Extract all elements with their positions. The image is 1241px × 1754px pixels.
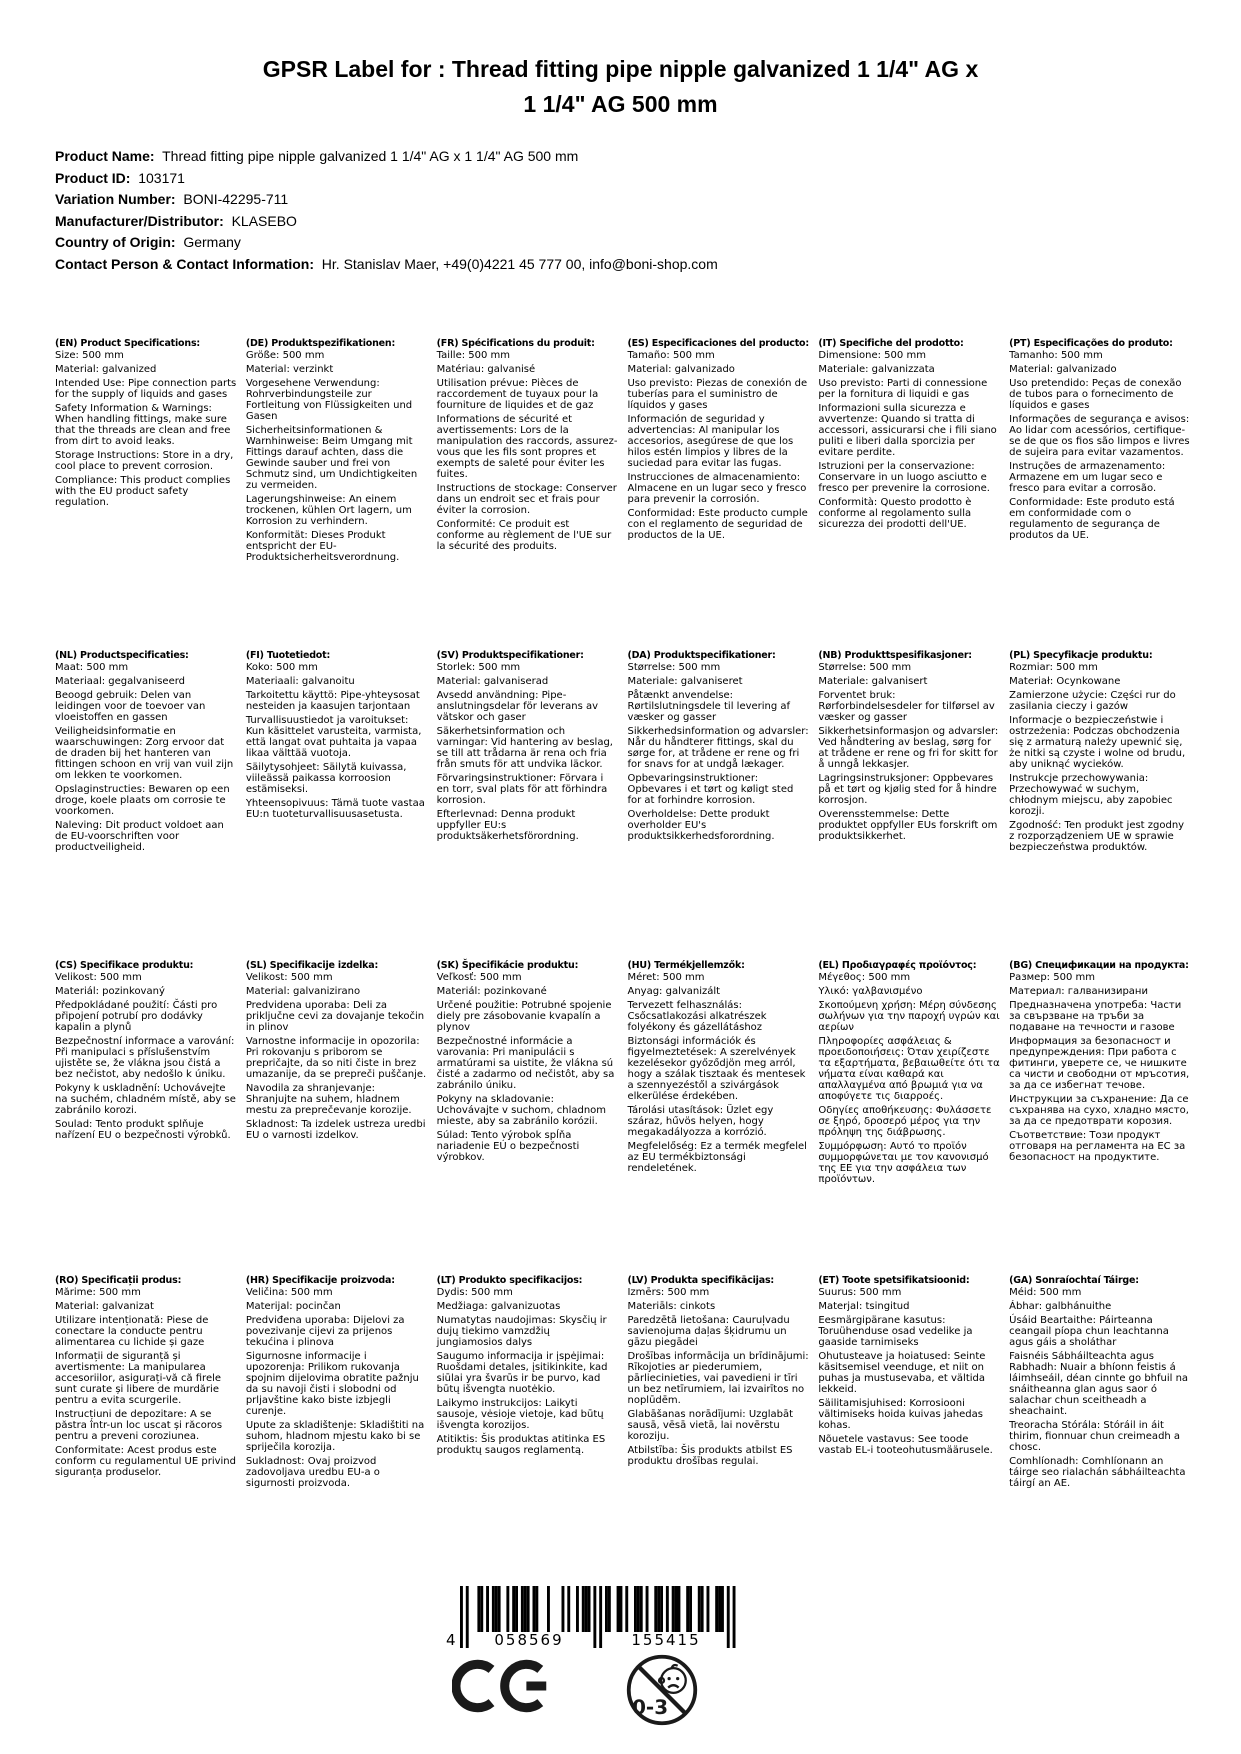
spec-block-header: (SK) Špecifikácie produktu: [436,960,579,971]
spec-block-ga [1009,1275,1191,1492]
spec-block-nl [55,650,237,856]
product-info-row [55,168,1195,190]
age-warning-text: 0-3 [632,1694,669,1719]
spec-line: Velikost: 500 mm [245,972,333,983]
page-title-line-1: GPSR Label for : Thread fitting pipe nipple galvanized 1 1/4" AG x [262,56,979,82]
spec-line: Conformitate: Acest produs este conform cu regulamentul UE privind siguranța produselor. [55,1445,236,1478]
spec-line: Förvaringsinstruktioner: Förvara i en torr, sval plats för att förhindra korrosion. [436,773,608,806]
spec-line: Bezpečnostní informace a varování: Při manipulaci s příslušenstvím ujistěte se, že vlákna jsou čistá a bez nečistot, aby nedošlo k úniku. [55,1036,235,1080]
spec-line: Pokyny na skladovanie: Uchovávajte v suchom, chladnom mieste, aby sa zabránilo korózii. [436,1094,607,1127]
spec-line: Säilitamisjuhised: Korrosiooni vältimiseks hoida kuivas jahedas kohas. [818,1398,983,1431]
product-info-row [55,254,1195,276]
spec-line: Material: galvanizat [55,1301,154,1312]
spec-line: Predviđena uporaba: Dijelovi za povezivanje cijevi za prijenos tekućina i plinova [245,1315,405,1348]
spec-line: Informações de segurança e avisos: Ao lidar com acessórios, certifique-se de que os fios são limpos e livres de sujeira para evitar vazamentos. [1009,414,1190,458]
spec-line: Soulad: Tento produkt splňuje nařízení EU o bezpečnosti výrobků. [55,1119,231,1141]
spec-line: Paredzētā lietošana: Cauruļvadu savienojuma daļas šķidrumu un gāzu piegādei [627,1315,790,1348]
spec-line: Glabāšanas norādījumi: Uzglabāt sausā, vēsā vietā, lai novērstu koroziju. [627,1409,794,1442]
spec-block-fi [246,650,428,823]
spec-block-header: (FR) Spécifications du produit: [436,338,595,349]
spec-line: Материал: галванизирани [1009,986,1148,997]
baby-face-icon [659,1665,686,1693]
spec-line: Safety Information & Warnings: When handling fittings, make sure that the threads are clean and free from dirt to avoid leaks. [55,403,231,447]
spec-line: Material: galvanized [55,364,157,375]
spec-block-header: (PT) Especificações do produto: [1009,338,1173,349]
spec-grid-row-4 [55,1275,1191,1492]
spec-line: Comhlíonadh: Comhlíonann an táirge seo rialachán sábháilteachta táirgí an AE. [1009,1456,1186,1489]
spec-grid-row-2 [55,650,1191,856]
product-info-row [55,211,1195,233]
spec-line: Informații de siguranță și avertismente: La manipularea accesoriilor, asigurați-vă că firele sunt curate și libere de murdărie pentru a evita scurgerile. [55,1351,222,1406]
spec-line: Materiaal: gegalvaniseerd [55,676,186,687]
spec-line: Izmērs: 500 mm [627,1287,710,1298]
spec-line: Yhteensopivuus: Tämä tuote vastaa EU:n tuoteturvallisuusasetusta. [245,798,425,820]
spec-line: Nõuetele vastavus: See toode vastab EL-i tooteohutusmäärusele. [818,1434,993,1456]
spec-line: Tarkoitettu käyttö: Pipe-yhteysosat nesteiden ja kaasujen tarjontaan [245,690,420,712]
spec-line: Compliance: This product complies with the EU product safety regulation. [55,475,231,508]
spec-line: Σκοπούμενη χρήση: Μέρη σύνδεσης σωλήνων για την παροχή υγρών και αερίων [818,1000,1000,1033]
spec-line: Megfelelőség: Ez a termék megfelel az EU termékbiztonsági rendeletének. [627,1141,807,1174]
spec-line: Säilytysohjeet: Säilytä kuivassa, viileässä paikassa korroosion estämiseksi. [245,762,407,795]
spec-line: Uso pretendido: Peças de conexão de tubos para o fornecimento de líquidos e gases [1009,378,1182,411]
spec-line: Información de seguridad y advertencias: Al manipular los accesorios, asegúrese de que los hilos estén limpios y libres de la suciedad para evitar las fugas. [627,414,794,469]
spec-line: Informacje o bezpieczeństwie i ostrzeżenia: Podczas obchodzenia się z armaturą należy upewnić się, że nitki są czyste i wolne od brudu, aby uniknąć wycieków. [1009,715,1186,770]
spec-line: Saugumo informacija ir įspėjimai: Ruošdami detales, įsitikinkite, kad siūlai yra švarūs ir be purvo, kad būtų išvengta nuotėkio. [436,1351,608,1395]
spec-block-pt [1009,338,1191,544]
spec-block-sk [437,960,619,1166]
spec-block-header: (LV) Produkta specifikācijas: [627,1275,774,1286]
spec-block-da [627,650,809,845]
spec-line: Material: verzinkt [245,364,334,375]
spec-line: Méret: 500 mm [627,972,705,983]
spec-line: Suurus: 500 mm [818,1287,902,1298]
spec-line: Informazioni sulla sicurezza e avvertenze: Quando si tratta di accessori, assicurarsi che i fili siano puliti e liberi dalla sporcizia per evitare perdite. [818,403,997,458]
spec-line: Medžiaga: galvanizuotas [436,1301,561,1312]
spec-block-header: (DE) Produktspezifikationen: [245,338,396,349]
spec-line: Συμμόρφωση: Αυτό το προϊόν συμμορφώνεται με τον κανονισμό της ΕΕ για την ασφάλεια των προϊόντων. [818,1141,989,1185]
spec-line: Tervezett felhasználás: Csőcsatlakozási alkatrészek folyékony és gázellátáshoz [627,1000,767,1033]
spec-block-bg [1009,960,1191,1166]
spec-line: Storlek: 500 mm [436,662,521,673]
spec-line: Tárolási utasítások: Üzlet egy száraz, hűvös helyen, hogy megakadályozza a korrózió. [627,1105,774,1138]
spec-line: Materiaali: galvanoitu [245,676,355,687]
spec-line: Materiale: galvanizzata [818,364,935,375]
spec-line: Utilisation prévue: Pièces de raccordement de tuyaux pour la fourniture de liquides et de gaz [436,378,599,411]
spec-line: Súlad: Tento výrobok spĺňa nariadenie EÚ o bezpečnosti výrobkov. [436,1130,580,1163]
spec-line: Instructions de stockage: Conserver dans un endroit sec et frais pour éviter la corrosion. [436,483,617,516]
spec-line: Opslaginstructies: Bewaren op een droge, koele plaats om corrosie te voorkomen. [55,784,230,817]
spec-line: Matériau: galvanisé [436,364,536,375]
spec-line: Atbilstība: Šis produkts atbilst ES produktu drošības regulai. [627,1445,793,1467]
spec-block-header: (SL) Specifikacije izdelka: [245,960,379,971]
spec-line: Lagerungshinweise: An einem trockenen, kühlen Ort lagern, um Korrosion zu verhindern. [245,494,412,527]
spec-line: Forventet bruk: Rørforbindelsesdeler for tilførsel av væsker og gasser [818,690,995,723]
spec-block-header: (NL) Productspecificaties: [55,650,189,661]
spec-block-header: (GA) Sonraíochtaí Táirge: [1009,1275,1139,1286]
product-info-row [55,146,1195,168]
spec-line: Sigurnosne informacije i upozorenja: Prilikom rukovanja spojnim dijelovima obratite pažnju da su navoji čisti i slobodni od prljavštine kako biste izbjegli curenje. [245,1351,419,1417]
spec-line: Varnostne informacije in opozorila: Pri rokovanju s priborom se prepričajte, da so niti čiste in brez umazanije, da se prepreči puščanje. [245,1036,427,1080]
spec-line: Materjal: tsingitud [818,1301,910,1312]
spec-block-nb [818,650,1000,845]
spec-line: Πληροφορίες ασφάλειας & προειδοποιήσεις: Όταν χειρίζεστε τα εξαρτήματα, βεβαιωθείτε ότι τα νήματα είναι καθαρά και απαλλαγμένα από βρωμιά για να αποφύγετε τις διαρροές. [818,1036,1000,1102]
spec-line: Numatytas naudojimas: Skysčių ir dujų tiekimo vamzdžių jungiamosios dalys [436,1315,607,1348]
product-info-value: Hr. Stanislav Maer, +49(0)4221 45 777 00, info@boni-shop.com [321,255,718,272]
spec-line: Maat: 500 mm [55,662,129,673]
spec-line: Drošības informācija un brīdinājumi: Rīkojoties ar piederumiem, pārliecinieties, vai pavedieni ir tīri un bez netīrumiem, lai izvairītos no noplūdēm. [627,1351,809,1406]
spec-line: Предназначена употреба: Части за свързване на тръби за подаване на течности и газове [1009,1000,1182,1033]
spec-line: Υλικό: γαλβανισμένο [818,986,923,997]
spec-block-header: (DA) Produktspecifikationer: [627,650,776,661]
spec-block-header: (LT) Produkto specifikacijos: [436,1275,583,1286]
spec-line: Material: galvanizado [1009,364,1117,375]
product-info-label: Product ID: [55,169,131,186]
spec-line: Material: galvaniserad [436,676,549,687]
spec-block-hu [627,960,809,1177]
spec-line: Storage Instructions: Store in a dry, cool place to prevent corrosion. [55,450,234,472]
spec-grid-row-3 [55,960,1191,1188]
spec-block-sl [246,960,428,1144]
spec-line: Rozmiar: 500 mm [1009,662,1098,673]
spec-block-header: (HR) Specifikacije proizvoda: [245,1275,395,1286]
spec-block-lt [437,1275,619,1459]
spec-line: Tamaño: 500 mm [627,350,715,361]
spec-line: Lagringsinstruksjoner: Oppbevares på et tørt og kjølig sted for å hindre korrosjon. [818,773,997,806]
spec-line: Anyag: galvanizált [627,986,721,997]
spec-line: Materiał: Ocynkowane [1009,676,1121,687]
product-info-value: BONI-42295-711 [183,191,289,207]
spec-line: Laikymo instrukcijos: Laikyti sausoje, vėsioje vietoje, kad būtų išvengta korozijos. [436,1398,604,1431]
spec-line: Uso previsto: Parti di connessione per la fornitura di liquidi e gas [818,378,988,400]
spec-block-en [55,338,237,511]
spec-block-header: (BG) Спецификации на продукта: [1009,960,1189,971]
spec-line: Zamierzone użycie: Części rur do zasilania cieczy i gazów [1009,690,1176,712]
product-info-value: Germany [183,234,241,250]
spec-block-et [818,1275,1000,1459]
spec-grid-row-1 [55,338,1191,566]
spec-line: Съответствие: Този продукт отговаря на регламента на ЕС за безопасност на продуктите. [1009,1130,1186,1163]
spec-line: Velikost: 500 mm [55,972,142,983]
spec-line: Taille: 500 mm [436,350,511,361]
spec-line: Materiál: pozinkovaný [55,986,165,997]
spec-block-lv [627,1275,809,1470]
spec-line: Koko: 500 mm [245,662,318,673]
spec-line: Säkerhetsinformation och varningar: Vid hantering av beslag, se till att trådarna är rena och fria från smuts för att undvika läckor. [436,726,613,770]
ean13-barcode [444,1586,742,1650]
spec-line: Intended Use: Pipe connection parts for the supply of liquids and gases [55,378,237,400]
spec-line: Navodila za shranjevanje: Shranjujte na suhem, hladnem mestu za preprečevanje korozije. [245,1083,412,1116]
spec-line: Zgodność: Ten produkt jest zgodny z rozporządzeniem UE w sprawie bezpieczeństwa produktów. [1009,820,1185,853]
spec-line: Veľkosť: 500 mm [436,972,522,983]
spec-line: Material: galvanizado [627,364,735,375]
spec-block-header: (ET) Toote spetsifikatsioonid: [818,1275,970,1286]
spec-line: Istruzioni per la conservazione: Conservare in un luogo asciutto e fresco per prevenire la corrosione. [818,461,990,494]
product-info-label: Variation Number: [55,191,176,207]
spec-line: Μέγεθος: 500 mm [818,972,911,983]
spec-line: Uso previsto: Piezas de conexión de tuberías para el suministro de líquidos y gases [627,378,808,411]
spec-line: Beoogd gebruik: Delen van leidingen voor de toevoer van vloeistoffen en gassen [55,690,206,723]
spec-line: Materiale: galvaniseret [627,676,743,687]
spec-line: Bezpečnostné informácie a varovania: Pri manipulácii s armatúrami sa uistite, že vlákna sú čisté a zadarmo od nečistôt, aby sa zabránilo úniku. [436,1036,615,1091]
spec-block-fr [437,338,619,555]
spec-line: Avsedd användning: Pipe-anslutningsdelar för leverans av vätskor och gaser [436,690,599,723]
product-info-row [55,189,1195,211]
spec-line: Turvallisuustiedot ja varoitukset: Kun käsittelet varusteita, varmista, että langat ovat puhtaita ja vapaa likaa välttää vuotoja. [245,715,422,759]
spec-line: Instrucciones de almacenamiento: Almacene en un lugar seco y fresco para prevenir la corrosión. [627,472,807,505]
spec-line: Naleving: Dit product voldoet aan de EU-voorschriften voor productveiligheid. [55,820,224,853]
spec-line: Størrelse: 500 mm [818,662,912,673]
spec-line: Instrukcje przechowywania: Przechowywać w suchym, chłodnym miejscu, aby zapobiec korozji. [1009,773,1173,817]
spec-line: Předpokládané použití: Části pro připojení potrubí pro dodávky kapalin a plynů [55,1000,218,1033]
spec-line: Biztonsági információk és figyelmeztetések: A szerelvények kezelésekor győződjön meg arról, hogy a szálak tisztaak és mentesek a szennyezéstől a szivárgások elkerülése érdekében. [627,1036,806,1102]
spec-block-pl [1009,650,1191,856]
spec-line: Mărime: 500 mm [55,1287,141,1298]
spec-line: Sukladnost: Ovaj proizvod zadovoljava uredbu EU-a o sigurnosti proizvoda. [245,1456,380,1489]
spec-line: Eesmärgipärane kasutus: Toruühenduse osad vedelike ja gaaside tarnimiseks [818,1315,973,1348]
spec-line: Размер: 500 mm [1009,972,1095,983]
product-info-label: Country of Origin: [55,234,176,250]
spec-line: Size: 500 mm [55,350,124,361]
age-warning-0-3-icon [624,1652,700,1728]
spec-block-header: (ES) Especificaciones del producto: [627,338,809,349]
barcode-digit-first: 4 [446,1631,456,1649]
product-info-value: KLASEBO [231,212,297,229]
spec-block-header: (IT) Specifiche del prodotto: [818,338,964,349]
product-info-row [55,232,1195,254]
product-info-value: Thread fitting pipe nipple galvanized 1 1/4" AG x 1 1/4" AG 500 mm [162,148,579,164]
ce-mark-icon [452,1658,552,1714]
spec-line: Størrelse: 500 mm [627,662,721,673]
spec-line: Conformità: Questo prodotto è conforme al regolamento sulla sicurezza dei prodotti dell'UE. [818,497,972,530]
product-info [55,146,1195,275]
spec-block-es [627,338,809,544]
spec-line: Upute za skladištenje: Skladištiti na suhom, hladnom mjestu kako bi se spriječila korozija. [245,1420,425,1453]
spec-block-sv [437,650,619,845]
spec-block-header: (CS) Specifikace produktu: [55,960,194,971]
spec-line: Utilizare intenționată: Piese de conectare la conducte pentru alimentarea cu lichide și gaze [55,1315,209,1348]
spec-line: Sikkerhetsinformasjon og advarsler: Ved håndtering av beslag, sørg for at trådene er rene og fri for skitt for å unngå lekkasjer. [818,726,999,770]
spec-block-el [818,960,1000,1188]
spec-line: Conformidade: Este produto está em conformidade com o regulamento de segurança de produtos da UE. [1009,497,1175,541]
barcode-digits-right: 155415 [631,1631,701,1649]
spec-line: Οδηγίες αποθήκευσης: Φυλάσσετε σε ξηρό, δροσερό μέρος για την πρόληψη της διάβρωσης. [818,1105,992,1138]
spec-block-header: (RO) Specificații produs: [55,1275,182,1286]
spec-line: Tamanho: 500 mm [1009,350,1103,361]
spec-line: Material: galvanizirano [245,986,361,997]
spec-line: Overensstemmelse: Dette produktet oppfyller EUs forskrift om produktsikkerhet. [818,809,998,842]
product-info-label: Manufacturer/Distributor: [55,212,224,229]
spec-line: Opbevaringsinstruktioner: Opbevares i et tørt og køligt sted for at forhindre korrosion. [627,773,794,806]
spec-line: Sikkerhedsinformation og advarsler: Når du håndterer fittings, skal du sørge for, at trådene er rene og fri for snavs for at undgå lækager. [627,726,809,770]
spec-block-ro [55,1275,237,1481]
spec-line: Informations de sécurité et avertissements: Lors de la manipulation des raccords, assurez-vous que les fils sont propres et exempts de saleté pour éviter les fuites. [436,414,618,480]
bottom-symbols-section [392,1586,872,1746]
spec-line: Conformidad: Este producto cumple con el reglamento de seguridad de productos de la UE. [627,508,808,541]
spec-line: Информация за безопасност и предупреждения: При работа с фитинги, уверете се, че нишките са чисти и свободни от мръсотия, за да се избегнат течове. [1009,1036,1190,1091]
page-title [141,52,1101,121]
spec-line: Pokyny k uskladnění: Uchovávejte na suchém, chladném místě, aby se zabránilo korozi. [55,1083,236,1116]
spec-line: Méid: 500 mm [1009,1287,1082,1298]
spec-line: Materiāls: cinkots [627,1301,716,1312]
spec-line: Instruções de armazenamento: Armazene em um lugar seco e fresco para evitar a corrosão. [1009,461,1166,494]
spec-line: Инструкции за съхранение: Да се съхранява на сухо, хладно място, за да се предотврати корозия. [1009,1094,1189,1127]
spec-line: Atitiktis: Šis produktas atitinka ES produktų saugos reglamentą. [436,1434,606,1456]
spec-line: Dimensione: 500 mm [818,350,926,361]
product-info-label: Contact Person & Contact Information: [55,255,315,272]
product-info-label: Product Name: [55,148,155,164]
spec-block-hr [246,1275,428,1492]
spec-line: Úsáid Beartaithe: Páirteanna ceangail píopa chun leachtanna agus gáis a sholáthar [1009,1315,1169,1348]
spec-line: Predvidena uporaba: Deli za priključne cevi za dovajanje tekočin in plinov [245,1000,425,1033]
spec-block-header: (EL) Προδιαγραφές προϊόντος: [818,960,977,971]
spec-line: Ohutusteave ja hoiatused: Seinte käsitsemisel veenduge, et niit on puhas ja mustusevaba, et vältida lekkeid. [818,1351,986,1395]
spec-line: Instrucțiuni de depozitare: A se păstra într-un loc uscat și răcoros pentru a preveni coroziunea. [55,1409,223,1442]
spec-line: Materiál: pozinkované [436,986,547,997]
spec-block-header: (EN) Product Specifications: [55,338,200,349]
spec-line: Materiale: galvanisert [818,676,928,687]
spec-line: Skladnost: Ta izdelek ustreza uredbi EU o varnosti izdelkov. [245,1119,426,1141]
spec-line: Materijal: pocinčan [245,1301,341,1312]
spec-block-header: (FI) Tuotetiedot: [245,650,331,661]
spec-line: Treoracha Stórála: Stóráil in áit thirim, fionnuar chun creimeadh a chosc. [1009,1420,1181,1453]
spec-block-header: (PL) Specyfikacje produktu: [1009,650,1153,661]
spec-block-header: (HU) Termékjellemzők: [627,960,745,971]
spec-block-cs [55,960,237,1144]
spec-line: Vorgesehene Verwendung: Rohrverbindungsteile zur Fortleitung von Flüssigkeiten und Gasen [245,378,413,422]
spec-block-header: (NB) Produkttspesifikasjoner: [818,650,972,661]
spec-line: Určené použitie: Potrubné spojenie diely pre zásobovanie kvapalín a plynov [436,1000,612,1033]
barcode-digits-left: 058569 [494,1631,564,1649]
spec-line: Ábhar: galbhánuithe [1009,1301,1112,1312]
spec-line: Dydis: 500 mm [436,1287,513,1298]
page-title-line-2: 1 1/4" AG 500 mm [523,90,718,117]
spec-line: Veličina: 500 mm [245,1287,333,1298]
spec-line: Overholdelse: Dette produkt overholder EU's produktsikkerhedsforordning. [627,809,775,842]
spec-block-it [818,338,1000,533]
spec-line: Konformität: Dieses Produkt entspricht der EU-Produktsicherheitsverordnung. [245,530,400,563]
spec-line: Veiligheidsinformatie en waarschuwingen: Zorg ervoor dat de draden bij het hanteren van fittingen schoon en vrij van vuil zijn om lekken te voorkomen. [55,726,234,781]
spec-line: Faisnéis Sábháilteachta agus Rabhadh: Nuair a bhíonn feistis á láimhseáil, déan cinnte go bhfuil na snáitheanna glan agus saor ó salachar chun sceitheadh a sheachaint. [1009,1351,1189,1417]
spec-line: Conformité: Ce produit est conforme au règlement de l'UE sur la sécurité des produits. [436,519,612,552]
spec-line: Påtænkt anvendelse: Rørtilslutningsdele til levering af væsker og gasser [627,690,791,723]
spec-line: Größe: 500 mm [245,350,325,361]
spec-block-header: (SV) Produktspecifikationer: [436,650,584,661]
product-info-value: 103171 [138,169,185,186]
spec-block-de [246,338,428,566]
spec-line: Efterlevnad: Denna produkt uppfyller EU:s produktsäkerhetsförordning. [436,809,579,842]
spec-line: Sicherheitsinformationen & Warnhinweise: Beim Umgang mit Fittings darauf achten, dass die Gewinde sauber und frei von Schmutz sind, um Undichtigkeiten zu vermeiden. [245,425,418,491]
